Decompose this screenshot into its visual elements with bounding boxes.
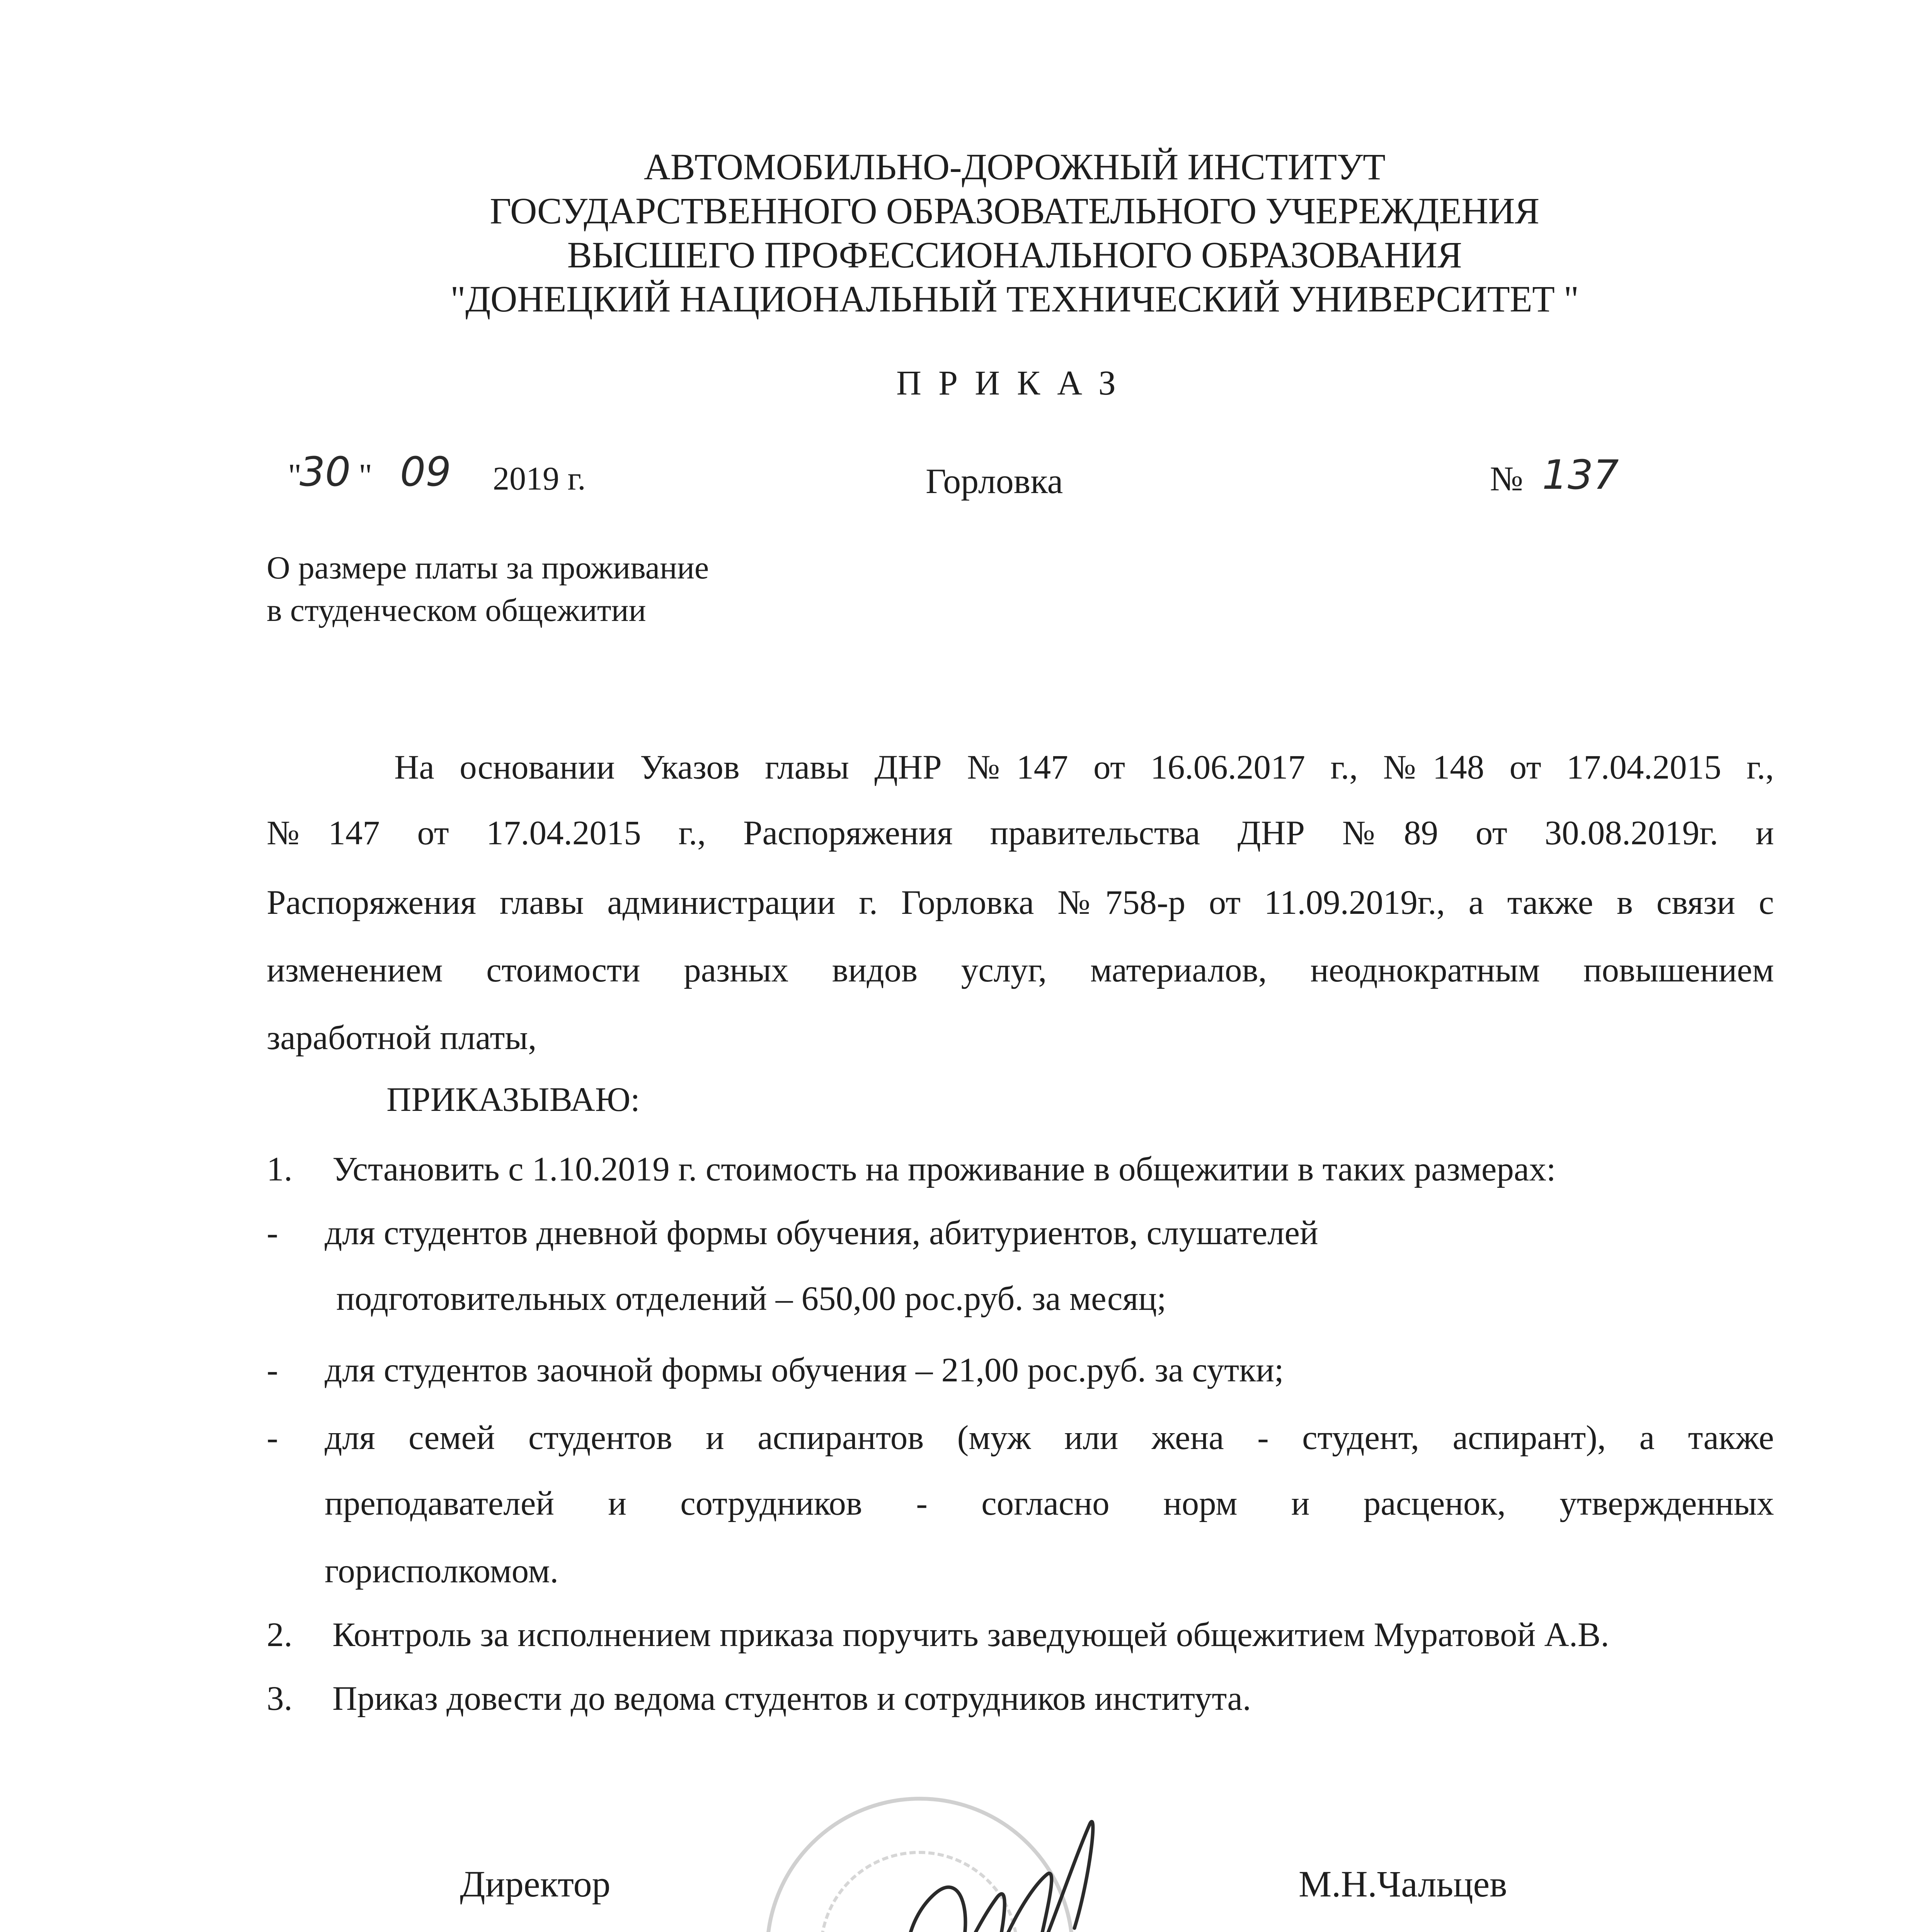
dash-1-mark: - bbox=[267, 1214, 278, 1252]
dash-1-line-2: подготовительных отделений – 650,00 рос.руб. за месяц; bbox=[336, 1280, 1166, 1318]
item-1-text: Установить с 1.10.2019 г. стоимость на проживание в общежитии в таких размерах: bbox=[332, 1150, 1556, 1188]
header-line-4: "ДОНЕЦКИЙ НАЦИОНАЛЬНЫЙ ТЕХНИЧЕСКИЙ УНИВЕРСИТЕТ " bbox=[450, 278, 1579, 320]
institution-header bbox=[0, 145, 1917, 321]
header-line-3: ВЫСШЕГО ПРОФЕССИОНАЛЬНОГО ОБРАЗОВАНИЯ bbox=[567, 234, 1462, 276]
director-name: М.Н.Чальцев bbox=[1299, 1863, 1507, 1905]
dash-2-mark: - bbox=[267, 1351, 278, 1389]
item-1-number: 1. bbox=[267, 1150, 293, 1188]
subject-line-1: О размере платы за проживание bbox=[267, 550, 709, 586]
item-3-text: Приказ довести до ведома студентов и сотрудников института. bbox=[332, 1680, 1251, 1718]
director-role: Директор bbox=[460, 1863, 611, 1905]
subject-line-2: в студенческом общежитии bbox=[267, 592, 646, 628]
document-title: ПРИКАЗ bbox=[896, 364, 1133, 402]
preamble-line-5: заработной платы, bbox=[267, 1019, 537, 1057]
dash-3-mark: - bbox=[267, 1419, 278, 1457]
preamble-line-2: №147 от 17.04.2015 г., Распоряжения правительства ДНР №89 от 30.08.2019г. и bbox=[267, 814, 1774, 852]
item-3-number: 3. bbox=[267, 1680, 293, 1718]
director-signature bbox=[873, 1801, 1136, 1932]
header-line-2: ГОСУДАРСТВЕННОГО ОБРАЗОВАТЕЛЬНОГО УЧЕРЕЖДЕНИЯ bbox=[490, 190, 1539, 231]
number-label: № bbox=[1490, 460, 1523, 498]
preamble-line-3: Распоряжения главы администрации г. Горловка №758-р от 11.09.2019г., а также в связи с bbox=[267, 884, 1774, 922]
dash-3-line-1: для семей студентов и аспирантов (муж или жена - студент, аспирант), а также bbox=[325, 1419, 1774, 1457]
order-subject bbox=[267, 547, 709, 632]
date-day: 30 bbox=[300, 448, 351, 495]
order-number: 137 bbox=[1542, 451, 1619, 498]
item-2-number: 2. bbox=[267, 1616, 293, 1654]
order-word: ПРИКАЗЫВАЮ: bbox=[386, 1081, 640, 1119]
date-month: 09 bbox=[400, 448, 451, 495]
dash-3-line-2: преподавателей и сотрудников - согласно норм и расценок, утвержденных bbox=[325, 1485, 1774, 1522]
preamble-line-1: На основании Указов главы ДНР №147 от 16.06.2017 г., №148 от 17.04.2015 г., bbox=[394, 748, 1774, 786]
item-2-text: Контроль за исполнением приказа поручить заведующей общежитием Муратовой А.В. bbox=[332, 1616, 1609, 1654]
dash-1-line-1: для студентов дневной формы обучения, абитуриентов, слушателей bbox=[325, 1214, 1318, 1252]
date-quote-open: " bbox=[288, 457, 302, 494]
preamble-line-4: изменением стоимости разных видов услуг, материалов, неоднократным повышением bbox=[267, 951, 1774, 989]
city: Горловка bbox=[926, 461, 1063, 501]
date-quote-mid: " bbox=[359, 457, 373, 494]
dash-2-line-1: для студентов заочной формы обучения – 21,00 рос.руб. за сутки; bbox=[325, 1351, 1284, 1389]
dash-3-line-3: горисполкомом. bbox=[325, 1552, 559, 1590]
date-year: 2019 г. bbox=[493, 460, 586, 497]
header-line-1: АВТОМОБИЛЬНО-ДОРОЖНЫЙ ИНСТИТУТ bbox=[644, 146, 1386, 187]
